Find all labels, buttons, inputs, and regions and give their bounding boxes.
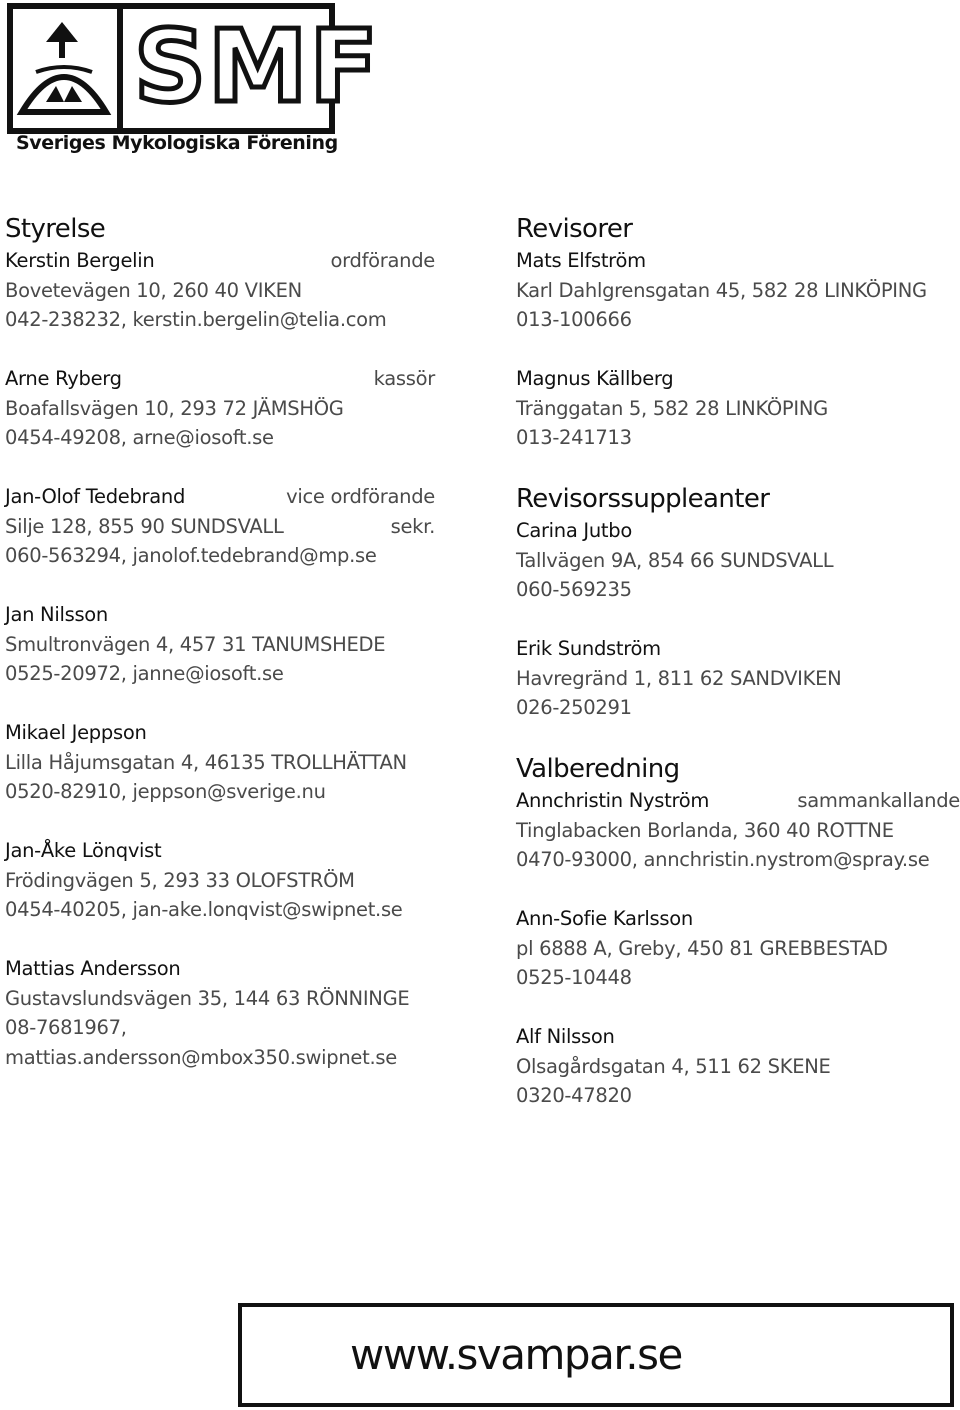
member-name-row: [516, 786, 960, 816]
member-entry: [5, 364, 435, 453]
member-contact: 0454-49208, arne@iosoft.se: [5, 426, 274, 449]
member-name: Annchristin Nyström: [516, 789, 710, 812]
member-contact: 042-238232, kerstin.bergelin@telia.com: [5, 308, 387, 331]
member-contact: 060-569235: [516, 578, 632, 601]
member-contact: 0470-93000, annchristin.nystrom@spray.se: [516, 848, 930, 871]
member-address: Tinglabacken Borlanda, 360 40 ROTTNE: [516, 818, 894, 842]
member-contact: 0525-10448: [516, 966, 632, 989]
member-entry: [516, 1022, 960, 1111]
valberedning-heading: Valberedning: [516, 754, 680, 784]
member-name: Erik Sundström: [516, 637, 661, 660]
member-name: Jan-Åke Lönqvist: [5, 839, 162, 862]
member-address: Tränggatan 5, 582 28 LINKÖPING: [516, 396, 828, 420]
member-entry: [516, 516, 960, 605]
member-entry: [5, 600, 435, 689]
member-address: Smultronvägen 4, 457 31 TANUMSHEDE: [5, 632, 386, 656]
member-entry: [516, 634, 960, 723]
member-address-row: [5, 512, 435, 542]
member-contact-email: mattias.andersson@mbox350.swipnet.se: [5, 1045, 397, 1069]
logo-caption: Sveriges Mykologiska Förening: [16, 132, 338, 154]
member-role: kassör: [373, 367, 435, 390]
member-name-row: [5, 246, 435, 276]
member-name: Jan-Olof Tedebrand: [5, 485, 186, 508]
member-name: Mats Elfström: [516, 249, 646, 272]
member-entry: [516, 786, 960, 875]
member-entry: [5, 954, 435, 1072]
member-address: Bovetevägen 10, 260 40 VIKEN: [5, 278, 302, 302]
member-contact: 013-241713: [516, 426, 632, 449]
member-role: sammankallande: [797, 789, 960, 812]
member-contact: 026-250291: [516, 696, 632, 719]
member-contact: 08-7681967,: [5, 1016, 127, 1039]
member-role-secondary: sekr.: [390, 514, 435, 538]
website-link[interactable]: www.svampar.se: [350, 1330, 682, 1379]
member-address: Gustavslundsvägen 35, 144 63 RÖNNINGE: [5, 986, 410, 1010]
member-address: Boafallsvägen 10, 293 72 JÄMSHÖG: [5, 396, 344, 420]
member-name: Kerstin Bergelin: [5, 249, 155, 272]
member-name: Carina Jutbo: [516, 519, 632, 542]
smf-logo: [6, 2, 380, 160]
member-contact: 0320-47820: [516, 1084, 632, 1107]
member-entry: [5, 718, 435, 807]
member-name: Magnus Källberg: [516, 367, 674, 390]
member-contact: 0520-82910, jeppson@sverige.nu: [5, 780, 326, 803]
member-address: Silje 128, 855 90 SUNDSVALL: [5, 514, 284, 538]
member-address: Havregränd 1, 811 62 SANDVIKEN: [516, 666, 842, 690]
logo-letters: SMF: [134, 8, 380, 125]
member-name-row: [5, 364, 435, 394]
member-address: pl 6888 A, Greby, 450 81 GREBBESTAD: [516, 936, 888, 960]
member-name: Mattias Andersson: [5, 957, 181, 980]
member-entry: [5, 836, 435, 925]
member-entry: [516, 364, 960, 453]
member-entry: [516, 904, 960, 993]
member-entry: [516, 246, 960, 335]
styrelse-section: [5, 212, 435, 1102]
revisorer-heading: Revisorer: [516, 214, 633, 244]
member-contact: 060-563294, janolof.tedebrand@mp.se: [5, 544, 377, 567]
member-address: Frödingvägen 5, 293 33 OLOFSTRÖM: [5, 868, 355, 892]
member-role: ordförande: [330, 249, 435, 272]
styrelse-heading: Styrelse: [5, 214, 106, 244]
member-address: Lilla Håjumsgatan 4, 46135 TROLLHÄTTAN: [5, 750, 407, 774]
member-name-row: [5, 482, 435, 512]
member-entry: [5, 246, 435, 335]
member-entry: [5, 482, 435, 571]
member-address: Olsagårdsgatan 4, 511 62 SKENE: [516, 1054, 831, 1078]
member-role: vice ordförande: [286, 485, 435, 508]
member-contact: 0454-40205, jan-ake.lonqvist@swipnet.se: [5, 898, 403, 921]
member-name: Alf Nilsson: [516, 1025, 615, 1048]
member-name: Mikael Jeppson: [5, 721, 147, 744]
revisorssuppleanter-heading: Revisorssuppleanter: [516, 484, 770, 514]
member-name: Ann-Sofie Karlsson: [516, 907, 693, 930]
member-address: Karl Dahlgrensgatan 45, 582 28 LINKÖPING: [516, 278, 927, 302]
member-name: Arne Ryberg: [5, 367, 122, 390]
member-contact: 0525-20972, janne@iosoft.se: [5, 662, 284, 685]
member-name: Jan Nilsson: [5, 603, 108, 626]
member-contact: 013-100666: [516, 308, 632, 331]
right-column: [516, 212, 960, 1140]
member-address: Tallvägen 9A, 854 66 SUNDSVALL: [516, 548, 834, 572]
